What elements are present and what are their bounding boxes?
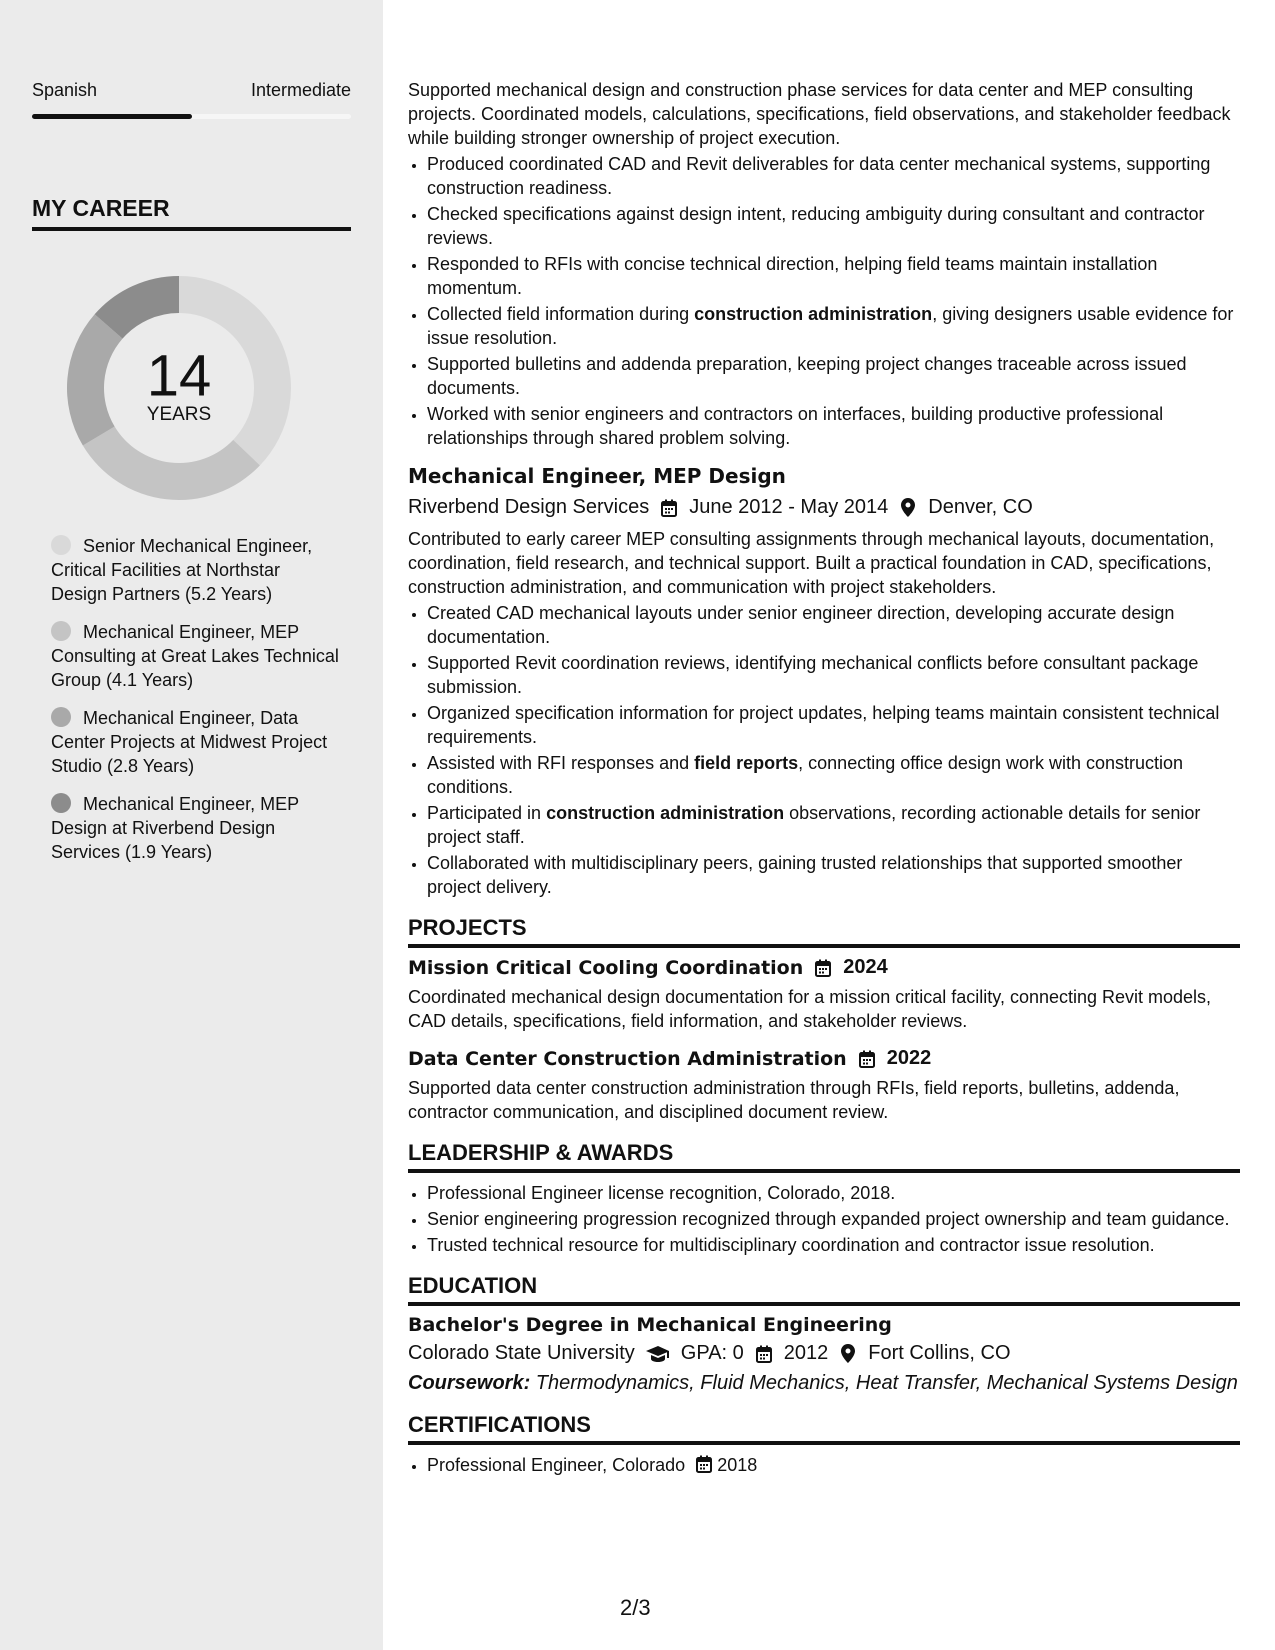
donut-segment <box>67 314 123 445</box>
career-list <box>51 534 341 878</box>
career-item-text: Mechanical Engineer, MEP Design at Riverbend Design Services (1.9 Years) <box>51 794 299 862</box>
job-location: Denver, CO <box>928 496 1033 518</box>
bullet-text: , giving designers usable evidence for issue resolution. <box>427 304 1234 348</box>
project-title: Mission Critical Cooling Coordination <box>408 956 804 979</box>
leadership-heading: LEADERSHIP & AWARDS <box>408 1140 1240 1173</box>
calendar-icon <box>696 1455 712 1473</box>
job-title: Mechanical Engineer, MEP Design <box>408 464 786 488</box>
coursework <box>408 1371 1240 1396</box>
bullet-item: • Created CAD mechanical layouts under senior engineer direction, developing accurate design documentation. <box>427 601 1240 649</box>
job-dates: June 2012 - May 2014 <box>689 496 889 518</box>
project-year: 2022 <box>886 1047 932 1069</box>
bullet-item: • Produced coordinated CAD and Revit deliverables for data center mechanical systems, supporting construction readiness. <box>427 152 1240 200</box>
project-title-row <box>408 1047 1240 1070</box>
career-legend-dot <box>51 707 71 727</box>
calendar-icon <box>754 1344 774 1364</box>
certification-list <box>408 1453 1240 1477</box>
school-location: Fort Collins, CO <box>868 1342 1011 1364</box>
bullet-bold-text: construction administration <box>546 803 785 823</box>
project-title-row <box>408 956 1240 979</box>
language-proficiency-bar <box>32 114 351 119</box>
career-item <box>51 534 341 606</box>
certification-year: 2018 <box>717 1455 758 1475</box>
graduation-year: 2012 <box>783 1342 829 1364</box>
language-name: Spanish <box>32 80 98 100</box>
career-item <box>51 792 341 864</box>
career-legend-dot <box>51 621 71 641</box>
education-heading: EDUCATION <box>408 1273 1240 1306</box>
calendar-icon <box>815 959 831 977</box>
certification-item <box>427 1453 1240 1477</box>
bullet-item: • Responded to RFIs with concise technical direction, helping field teams maintain installation momentum. <box>427 252 1240 300</box>
career-years-donut <box>59 268 299 508</box>
leadership-bullets <box>408 1181 1240 1257</box>
bullet-text: Assisted with RFI responses and <box>427 753 695 773</box>
career-item-text: Mechanical Engineer, MEP Consulting at Great Lakes Technical Group (4.1 Years) <box>51 622 339 690</box>
career-item <box>51 620 341 692</box>
company-name: Riverbend Design Services <box>408 496 650 518</box>
certifications-heading: CERTIFICATIONS <box>408 1412 1240 1445</box>
language-level: Intermediate <box>250 80 351 100</box>
bullet-item: • Senior engineering progression recognized through expanded project ownership and team guidance. <box>427 1207 1240 1231</box>
total-years-label: YEARS <box>146 404 212 425</box>
job-bullets <box>408 152 1240 450</box>
calendar-icon <box>859 1050 875 1068</box>
bullet-item: • Professional Engineer license recognition, Colorado, 2018. <box>427 1181 1240 1205</box>
map-pin-icon <box>898 498 918 518</box>
bullet-bold-text: field reports <box>694 753 799 773</box>
coursework-list: Thermodynamics, Fluid Mechanics, Heat Transfer, Mechanical Systems Design <box>530 1372 1238 1394</box>
bullet-text: observations, recording actionable details for senior project staff. <box>427 803 1201 847</box>
career-item-text: Senior Mechanical Engineer, Critical Facilities at Northstar Design Partners (5.2 Years) <box>51 536 313 604</box>
bullet-text: Participated in <box>427 803 547 823</box>
project-description: Supported data center construction administration through RFIs, field reports, bulletins, addenda, contractor communication, and disciplined document review. <box>408 1078 1180 1122</box>
main-content <box>408 78 1240 1479</box>
project-title: Data Center Construction Administration <box>408 1047 847 1070</box>
language-row <box>32 80 351 101</box>
bullet-item: • Trusted technical resource for multidisciplinary coordination and contractor issue resolution. <box>427 1233 1240 1257</box>
career-item <box>51 706 341 778</box>
bullet-text: Collected field information during <box>427 304 695 324</box>
bullet-item: • Collaborated with multidisciplinary peers, gaining trusted relationships that supported smoother project delivery. <box>427 851 1240 899</box>
gpa: GPA: 0 <box>680 1342 744 1364</box>
certification-name: Professional Engineer, Colorado <box>427 1455 686 1475</box>
bullet-bold-text: construction administration <box>694 304 933 324</box>
coursework-label: Coursework: <box>408 1372 531 1394</box>
donut-segment <box>83 426 260 500</box>
job-description: Contributed to early career MEP consulting assignments through mechanical layouts, documentation, coordination, field research, and technical support. Built a practical foundation in CAD, specifications, construction administration, and communication with project stakeholders. <box>408 529 1215 597</box>
bullet-item: • Organized specification information for project updates, helping teams maintain consistent technical requirements. <box>427 701 1240 749</box>
bullet-item: • Worked with senior engineers and contractors on interfaces, building productive professional relationships through shared problem solving. <box>427 402 1240 450</box>
sidebar <box>0 0 383 1650</box>
education-meta <box>408 1342 1240 1365</box>
career-legend-dot <box>51 535 71 555</box>
graduation-cap-icon <box>645 1344 671 1364</box>
school-name: Colorado State University <box>408 1342 635 1364</box>
bullet-item <box>427 801 1240 849</box>
map-pin-icon <box>838 1344 858 1364</box>
page-number: 2/3 <box>620 1595 651 1620</box>
bullet-item <box>427 751 1240 799</box>
career-heading: MY CAREER <box>32 195 351 231</box>
job-description: Supported mechanical design and construction phase services for data center and MEP consulting projects. Coordinated models, calculations, specifications, field observations, and stakeholder feedback while building stronger ownership of project execution. <box>408 80 1231 148</box>
bullet-item: • Supported Revit coordination reviews, identifying mechanical conflicts before consultant package submission. <box>427 651 1240 699</box>
job-bullets <box>408 601 1240 899</box>
bullet-item: • Supported bulletins and addenda preparation, keeping project changes traceable across issued documents. <box>427 352 1240 400</box>
project-year: 2024 <box>843 956 888 978</box>
job-meta <box>408 496 1240 519</box>
total-years-value: 14 <box>146 343 212 409</box>
bullet-item: • Checked specifications against design intent, reducing ambiguity during consultant and contractor reviews. <box>427 202 1240 250</box>
bullet-item <box>427 302 1240 350</box>
career-legend-dot <box>51 793 71 813</box>
projects-heading: PROJECTS <box>408 915 1240 948</box>
calendar-icon <box>659 498 679 518</box>
career-item-text: Mechanical Engineer, Data Center Projects at Midwest Project Studio (2.8 Years) <box>51 708 328 776</box>
language-proficiency-fill <box>32 114 192 119</box>
degree-title: Bachelor's Degree in Mechanical Engineering <box>408 1314 892 1336</box>
project-description: Coordinated mechanical design documentation for a mission critical facility, connecting Revit models, CAD details, specifications, field information, and stakeholder reviews. <box>408 987 1212 1031</box>
bullet-text: , connecting office design work with construction conditions. <box>427 753 1184 797</box>
